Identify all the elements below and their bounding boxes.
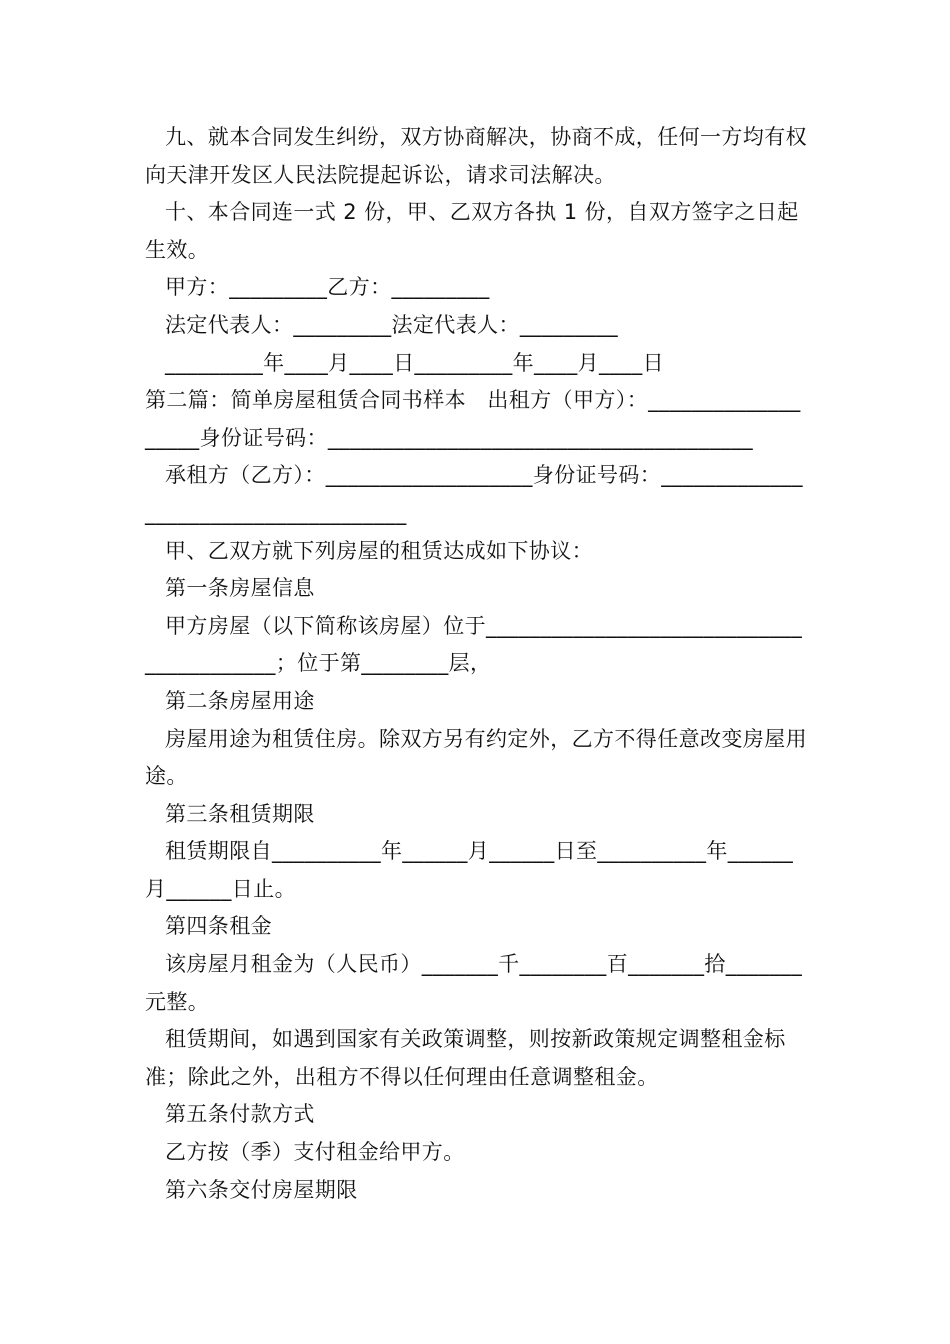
paragraph-signing-dates: _________年____月____日_________年____月____日 (165, 350, 664, 375)
paragraph-agreement-intro: 甲、乙双方就下列房屋的租赁达成如下协议： (165, 538, 593, 563)
paragraph-party-signatures: 甲方：_________乙方：_________ (165, 275, 490, 300)
document-body (145, 119, 807, 1209)
paragraph-monthly-rent: 该房屋月租金为（人民币）_______千________百_______拾_______元整。 (145, 952, 803, 1014)
paragraph-lessee: 承租方（乙方）：___________________身份证号码：_____________________________________ (145, 463, 803, 525)
paragraph-house-location: 甲方房屋（以下简称该房屋）位于_________________________________________；位于第________层， (145, 613, 803, 676)
heading-article-1: 第一条房屋信息 (165, 576, 315, 601)
heading-article-6: 第六条交付房屋期限 (165, 1177, 358, 1202)
paragraph-second-part-lessor: 第二篇：简单房屋租赁合同书样本 出租方（甲方）：___________________身份证号码：_______________________________________ (145, 388, 801, 450)
paragraph-lease-term: 租赁期限自__________年______月______日至__________年______月______日止。 (145, 839, 794, 901)
heading-article-2: 第二条房屋用途 (165, 688, 315, 713)
heading-article-3: 第三条租赁期限 (165, 801, 315, 826)
paragraph-legal-representatives: 法定代表人：_________法定代表人：_________ (165, 312, 618, 337)
paragraph-dispute-resolution: 九、就本合同发生纠纷，双方协商解决，协商不成，任何一方均有权向天津开发区人民法院提起诉讼，请求司法解决。 (145, 125, 807, 187)
paragraph-rent-adjustment: 租赁期间，如遇到国家有关政策调整，则按新政策规定调整租金标准；除此之外，出租方不得以任何理由任意调整租金。 (145, 1027, 786, 1089)
paragraph-house-use: 房屋用途为租赁住房。除双方另有约定外，乙方不得任意改变房屋用途。 (145, 726, 807, 789)
paragraph-payment-method: 乙方按（季）支付租金给甲方。 (165, 1140, 465, 1165)
heading-article-5: 第五条付款方式 (165, 1102, 315, 1127)
paragraph-copies-effective: 十、本合同连一式 2 份，甲、乙双方各执 1 份，自双方签字之日起生效。 (145, 200, 799, 262)
heading-article-4: 第四条租金 (165, 914, 272, 939)
